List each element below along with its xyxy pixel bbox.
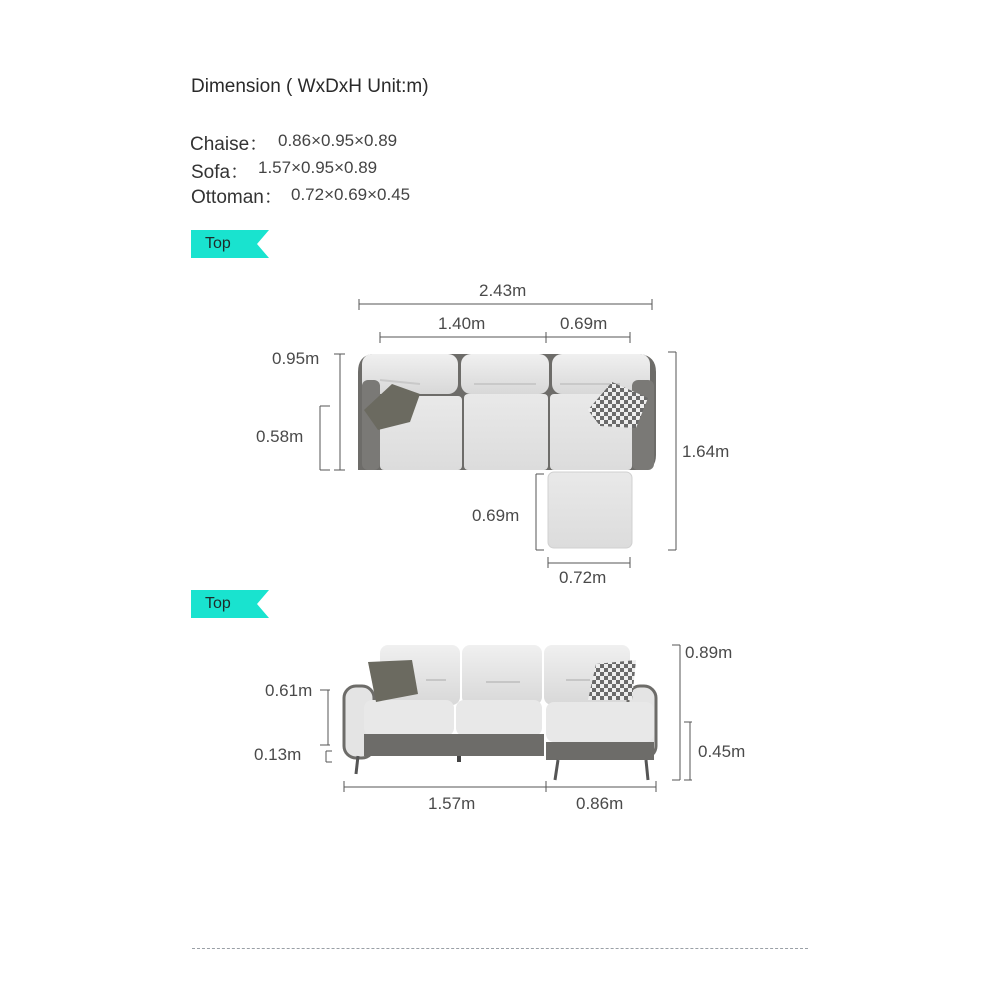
dim-ottoman-height: 0.45m <box>698 742 746 761</box>
spec-label-ottoman: Ottoman： <box>191 187 283 208</box>
dim-depth: 0.95m <box>272 349 320 368</box>
spec-value-ottoman: 0.72×0.69×0.45 <box>291 185 411 204</box>
spec-label-chaise: Chaise： <box>190 134 269 155</box>
spec-value-chaise: 0.86×0.95×0.89 <box>278 131 398 150</box>
dim-total-width: 2.43m <box>479 281 527 300</box>
dim-seat-depth: 0.58m <box>256 427 304 446</box>
spec-label-sofa: Sofa： <box>191 162 250 183</box>
dim-front-chaise-width: 0.86m <box>576 794 624 813</box>
spec-value-sofa: 1.57×0.95×0.89 <box>258 158 378 177</box>
dim-total-depth: 1.64m <box>682 442 730 461</box>
page-title: Dimension ( WxDxH Unit:m) <box>191 76 429 97</box>
dim-sofa-width: 1.40m <box>438 314 486 333</box>
dim-total-height: 0.89m <box>685 643 733 662</box>
dim-front-sofa-width: 1.57m <box>428 794 476 813</box>
footer-divider <box>192 948 808 949</box>
view-tag-label: Top <box>205 235 231 252</box>
dim-ottoman-width: 0.72m <box>559 568 607 587</box>
dim-leg-height: 0.13m <box>254 745 302 764</box>
front-view-sofa <box>344 645 656 780</box>
dim-seat-height: 0.61m <box>265 681 313 700</box>
view-tag-label: Top <box>205 595 231 612</box>
dim-ottoman-depth: 0.69m <box>472 506 520 525</box>
dim-chaise-width: 0.69m <box>560 314 608 333</box>
